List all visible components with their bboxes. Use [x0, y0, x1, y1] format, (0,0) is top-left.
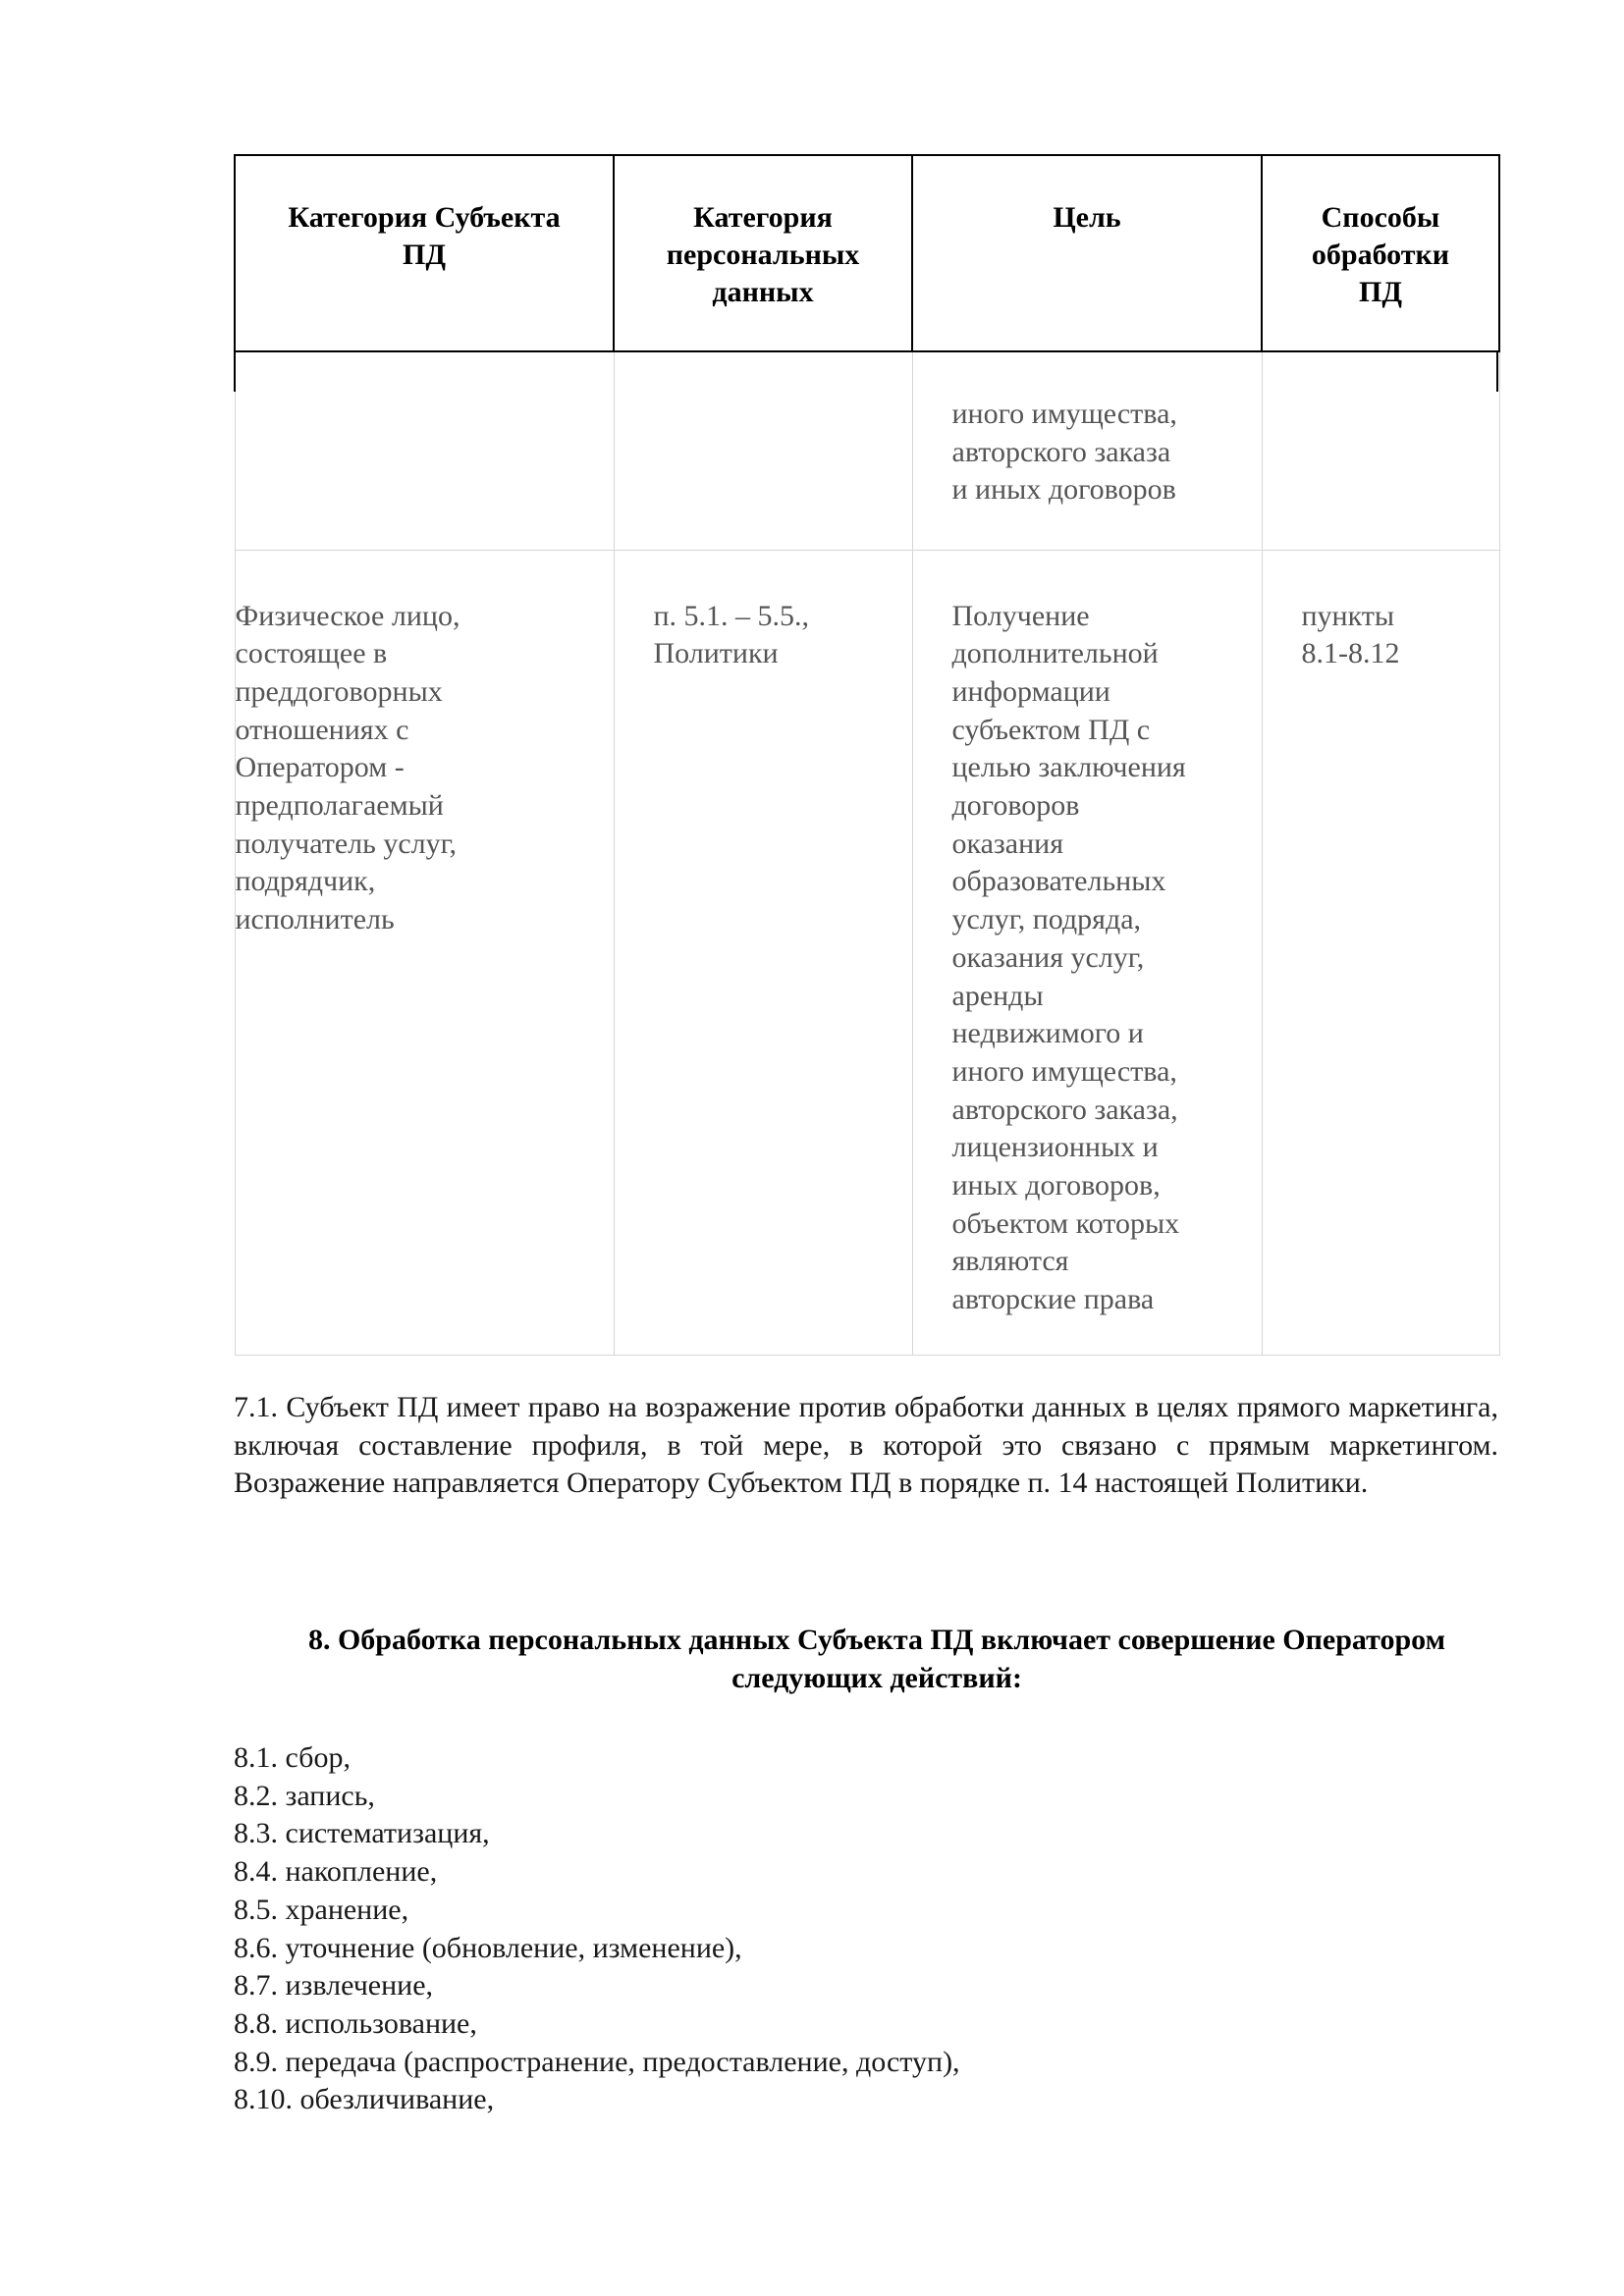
table-cell: иного имущества, авторского заказа и иных договоров [912, 351, 1262, 550]
table-cell: Получение дополнительной информации субъектом ПД с целью заключения договоров оказания образовательных услуг, подряда, оказания услуг, аренды недвижимого и иного имущества, авторского заказа, лицензионных и иных договоров, объектом которых являются авторские права [912, 550, 1262, 1355]
table-cell: п. 5.1. – 5.5., Политики [614, 550, 912, 1355]
header-data-category: Категория персональных данных [614, 155, 912, 351]
table-header-row [235, 155, 1499, 351]
list-item: 8.7. извлечение, [234, 1969, 434, 2002]
table-cell [235, 351, 614, 550]
table-row [235, 351, 1499, 550]
list-item: 8.5. хранение, [234, 1893, 409, 1926]
paragraph-7-1: 7.1. Субъект ПД имеет право на возражение против обработки данных в целях прямого маркетинга, включая составление профиля, в той мере, в которой это связано с прямым маркетингом. Возражение направляется Оператору Субъектом ПД в порядке п. 14 настоящей Политики. [234, 1391, 1498, 1500]
table-row [235, 550, 1499, 1355]
header-purpose: Цель [912, 155, 1262, 351]
processing-actions-list [234, 1739, 1498, 2119]
table-border-stub-left [234, 350, 236, 392]
list-item: 8.6. уточнение (обновление, изменение), [234, 1931, 742, 1964]
table-cell [614, 351, 912, 550]
table-cell [1262, 351, 1499, 550]
list-item: 8.10. обезличивание, [234, 2083, 495, 2116]
section-8-heading-line-1: 8. Обработка персональных данных Субъекта ПД включает совершение Оператором [307, 1624, 1446, 1656]
list-item: 8.2. запись, [234, 1779, 375, 1812]
header-processing-methods: Способы обработки ПД [1262, 155, 1499, 351]
personal-data-table [234, 154, 1500, 1356]
table-cell: пункты 8.1-8.12 [1262, 550, 1499, 1355]
section-8-heading [234, 1621, 1520, 1697]
list-item: 8.1. сбор, [234, 1741, 351, 1774]
list-item: 8.4. накопление, [234, 1855, 438, 1889]
section-8-heading-line-2: следующих действий: [731, 1662, 1022, 1694]
table-border-stub-right [1496, 350, 1498, 392]
list-item: 8.8. использование, [234, 2006, 477, 2040]
list-item: 8.3. систематизация, [234, 1817, 490, 1850]
table-cell: Физическое лицо, состоящее в преддоговорных отношениях с Оператором - предполагаемый получатель услуг, подрядчик, исполнитель [235, 550, 614, 1355]
list-item: 8.9. передача (распространение, предоставление, доступ), [234, 2045, 960, 2078]
header-subject-category: Категория Субъекта ПД [235, 155, 614, 351]
